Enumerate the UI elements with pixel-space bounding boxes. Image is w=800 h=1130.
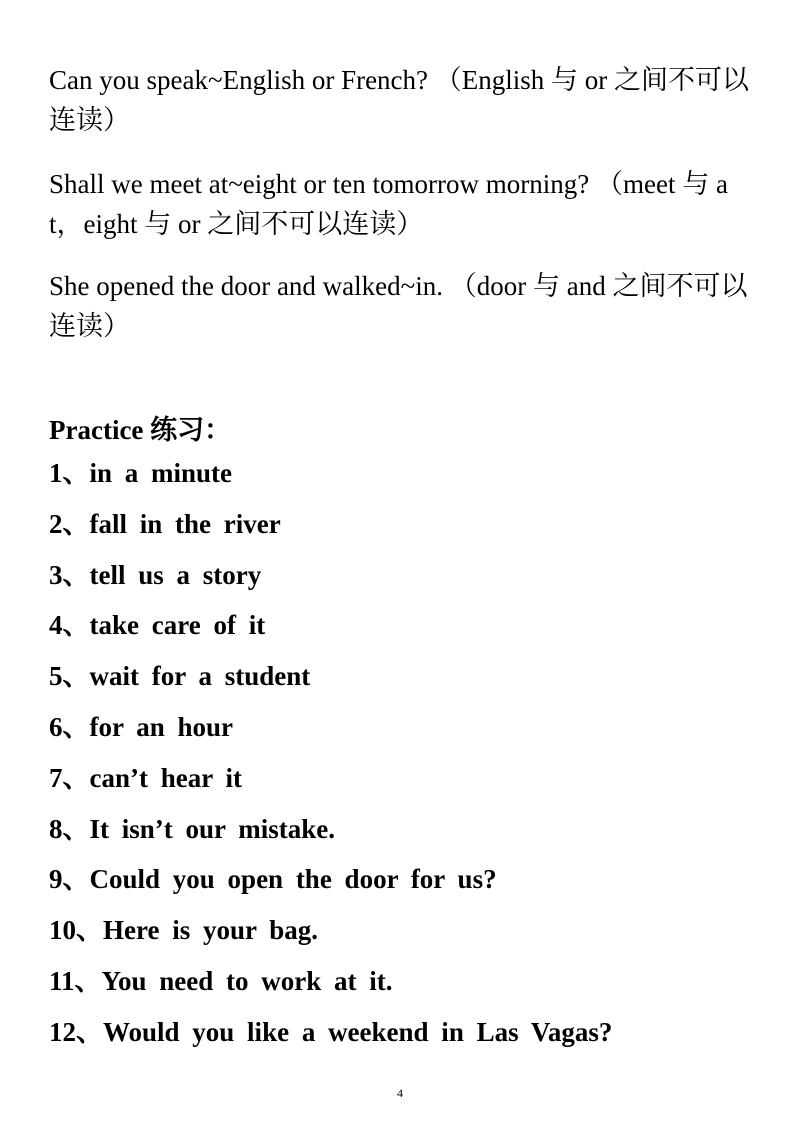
practice-item-12: [49, 1014, 612, 1065]
practice-item-text: for an hour: [89, 711, 234, 742]
practice-item-number: 3、: [49, 559, 90, 590]
practice-item-8: [49, 811, 612, 862]
practice-item-text: wait for a student: [89, 661, 311, 692]
practice-item-text: You need to work at it.: [101, 965, 393, 996]
practice-item-text: can’t hear it: [89, 762, 242, 793]
practice-item-number: 1、: [49, 458, 90, 488]
practice-item-3: [49, 557, 612, 608]
practice-item-2: [49, 506, 612, 557]
practice-item-text: fall in the river: [89, 508, 281, 539]
practice-item-text: Could you open the door for us?: [89, 864, 497, 895]
practice-list: [49, 455, 612, 1065]
example-sentence-2: Shall we meet at~eight or ten tomorrow morning? （meet 与 at，eight 与 or 之间不可以连读）: [49, 169, 728, 239]
practice-item-number: 5、: [49, 661, 90, 692]
practice-item-text: It isn’t our mistake.: [89, 813, 336, 844]
practice-item-6: [49, 709, 612, 760]
practice-item-text: take care of it: [89, 610, 266, 641]
practice-item-number: 8、: [49, 813, 90, 844]
practice-item-number: 11、: [49, 965, 102, 996]
page-number: 4: [397, 1086, 403, 1100]
practice-heading: Practice 练习：: [49, 415, 232, 445]
example-sentence-1: Can you speak~English or French? （English 与 or 之间不可以连读）: [49, 65, 750, 135]
practice-item-10: [49, 912, 612, 963]
practice-item-number: 6、: [49, 711, 90, 742]
example-sentence-3: She opened the door and walked~in. （door 与 and 之间不可以连读）: [49, 271, 748, 341]
practice-item-text: in a minute: [89, 458, 233, 488]
practice-item-text: tell us a story: [89, 559, 262, 590]
practice-item-text: Would you like a weekend in Las Vagas?: [103, 1016, 613, 1047]
practice-item-number: 9、: [49, 864, 90, 895]
practice-item-number: 7、: [49, 762, 90, 793]
practice-item-11: [49, 963, 612, 1014]
practice-item-9: [49, 861, 612, 912]
practice-item-7: [49, 760, 612, 811]
practice-item-1: [49, 455, 612, 506]
practice-item-number: 12、: [49, 1016, 103, 1047]
practice-item-number: 2、: [49, 508, 90, 539]
practice-item-5: [49, 658, 612, 709]
practice-item-number: 4、: [49, 610, 90, 641]
practice-item-text: Here is your bag.: [103, 915, 319, 946]
practice-item-4: [49, 607, 612, 658]
practice-item-number: 10、: [49, 915, 103, 946]
